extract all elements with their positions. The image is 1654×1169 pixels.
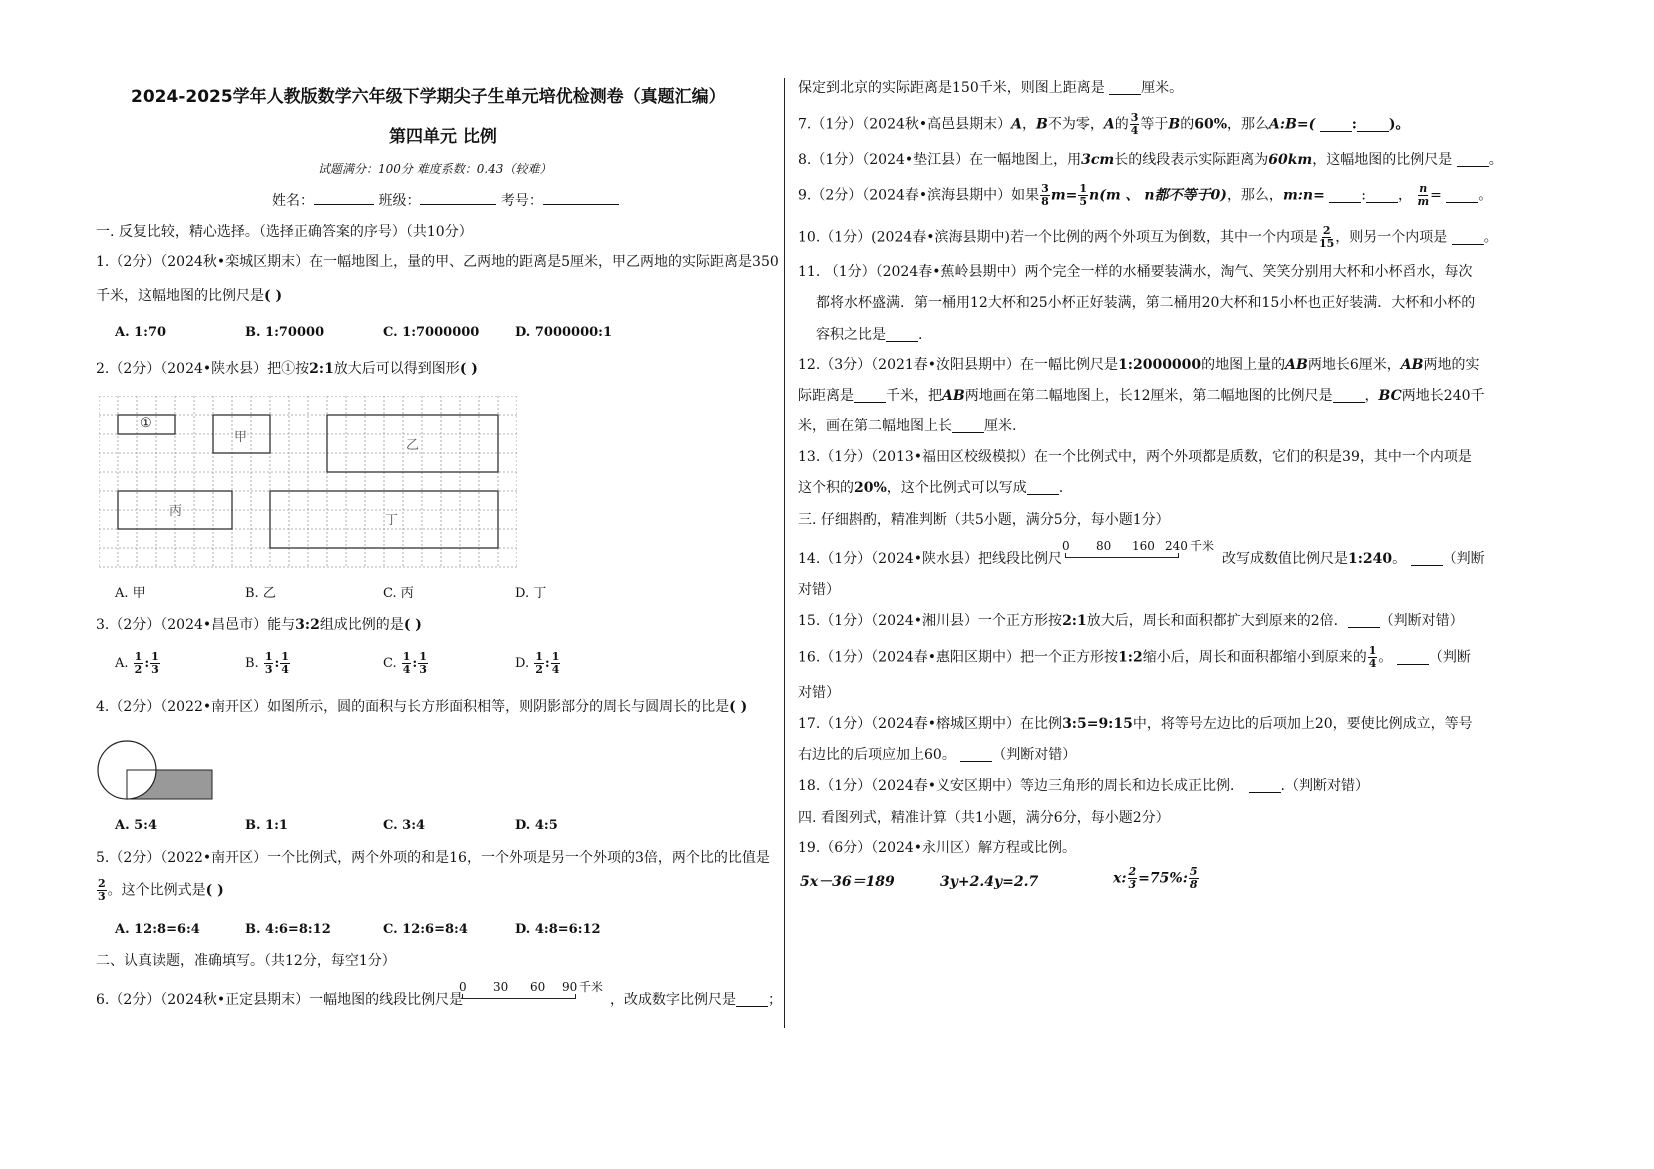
q4-option-a[interactable]: A. 5:4 [115,818,158,833]
q17-line2-text: 右边比的后项应加上60。 [798,747,956,763]
q3-d-label: D. [515,656,534,671]
q2-ratio: 2:1 [309,361,334,377]
q6-text: 6.（2分）（2024秋•正定县期末）一幅地图的线段比例尺是 [96,992,464,1008]
shape-yi-label: 乙 [406,438,420,453]
q8-t5: ，这幅地图的比例尺是 [1312,152,1453,168]
q19-eq3-x: x: [1113,870,1127,887]
q13-percent: 20% [854,480,887,496]
q12-l1a: 12.（3分）（2021春•汝阳县期中）在一幅比例尺是 [798,357,1119,373]
q17-ratio: 3:5=9:15 [1062,716,1133,732]
q9-m: m= [1050,187,1078,204]
q13-blank[interactable] [1027,480,1059,495]
q1-option-b[interactable]: B. 1:70000 [245,325,325,340]
q14-scale-line [1065,553,1179,558]
q8-t3: 长的线段表示实际距离为 [1114,152,1269,168]
q12-blank-1[interactable] [854,388,886,403]
q8-t6: 。 [1488,152,1503,168]
q9-t7: ， [1398,187,1412,204]
q1-line2 [96,286,282,306]
q3-answer-paren[interactable]: ( ) [403,617,422,633]
q14-t5: （判断 [1442,551,1485,567]
q3-a-label: A. [115,656,133,671]
q12-line3 [798,416,1016,436]
q16-t5: （判断 [1428,649,1471,666]
q3-ratio: 3:2 [295,617,320,633]
q17-stem [798,714,1473,734]
q14-tick-240: 240 [1165,539,1188,553]
student-info [272,190,619,211]
section-3-heading: 三. 仔细斟酌，精准判断（共5小题，满分5分，每小题1分） [798,512,1170,528]
q9-ratio: m:n= [1282,187,1325,204]
q12-l2e: ， [1364,388,1379,404]
q7-a: A [1011,116,1023,133]
q14-ratio: 1:240 [1348,551,1393,567]
q18-t2: .（判断对错） [1280,778,1369,794]
q3-option-c[interactable]: C. $\frac{1}{4}$ : $\frac{1}{3}$ [383,650,427,676]
name-label: 姓名： [272,193,314,209]
section-4-heading: 四. 看图列式，精准计算（共1小题，满分6分，每小题2分） [798,810,1170,826]
unit-title: 第四单元 比例 [389,127,497,147]
q7-t1: 7.（1分）（2024秋•高邑县期末） [798,116,1012,133]
q6-tick-unit: 千米 [579,980,604,994]
q16-t4: 。 [1378,649,1393,666]
shape-ding [270,491,498,548]
q11-line2: 都将水杯盛满．第一桶用12大杯和25小杯正好装满，第二桶用20大杯和15小杯也正好装满．大杯和小杯的 [816,295,1476,311]
q11-tail: . [918,327,923,343]
q6-text2: ，改成数字比例尺是 [610,992,736,1008]
q7-colon: : [1351,116,1357,133]
q14-blank[interactable] [1411,551,1443,566]
q12-l1e: 两地长6厘米， [1307,357,1401,373]
q4-stem [96,697,747,717]
q13-line2 [798,478,1063,498]
q12-ab3: AB [942,388,965,404]
q17-blank[interactable] [960,747,992,762]
q7-t10: 的 [1180,116,1195,133]
q16-ratio: 1:2 [1118,649,1143,666]
q9-stem [798,183,1492,208]
name-field[interactable] [314,190,374,205]
q2-text: 2.（2分）（2024•陕水县）把①按 [96,361,310,377]
q19-eq3-frac2: $\frac{5}{8}$ [1189,865,1198,891]
q7-ratio-close: )。 [1388,116,1410,133]
q9-t9: 。 [1478,187,1493,204]
q2-answer-paren[interactable]: ( ) [459,361,478,377]
q11-line3 [816,325,922,345]
q2-grid-svg [99,396,517,568]
q7-percent: 60% [1194,116,1228,133]
q9-eq: = [1430,187,1442,204]
q13-l2c: ，这个比例式可以写成 [886,480,1027,496]
q16-t3: 缩小后，周长和面积都缩小到原来的 [1142,649,1367,666]
q5-answer-paren[interactable]: ( ) [205,882,224,899]
q6-line2 [798,78,1183,98]
q2-stem [96,359,478,379]
q16-stem [798,645,1471,670]
q3-c-frac1: $\frac{1}{4}$ [402,650,411,676]
q10-blank[interactable] [1452,230,1484,245]
q3-option-d[interactable]: D. $\frac{1}{2}$ : $\frac{1}{4}$ [515,650,560,676]
q3-d-frac1: $\frac{1}{2}$ [535,650,543,676]
q7-t3: ， [1022,116,1037,133]
q3-c-frac2: $\frac{1}{3}$ [419,650,427,676]
q9-cond: n(m 、 n都不等于0) [1089,187,1227,204]
q3-stem [96,615,422,635]
q16-blank[interactable] [1397,650,1429,665]
q8-blank[interactable] [1457,152,1489,167]
q1-answer-paren[interactable]: ( ) [264,288,283,304]
q6-blank-2[interactable] [1109,80,1141,95]
q8-stem [798,150,1503,170]
q9-blank-2[interactable] [1366,188,1398,203]
q6-scale-line [462,994,576,999]
q6-line2-text: 保定到北京的实际距离是150千米，则图上距离是 [798,80,1105,96]
q4-option-c[interactable]: C. 3:4 [383,818,426,833]
q6-scale-bar [457,980,617,1008]
q19-eq3-frac1: $\frac{2}{3}$ [1128,865,1137,891]
q4-circle-figure [94,738,218,802]
q17-t1: 17.（1分）（2024春•榕城区期中）在比例 [798,716,1063,732]
q12-l3b: 厘米. [984,418,1017,434]
q12-l1g: 两地的实 [1423,357,1480,373]
q14-line2: 对错） [798,582,840,598]
q14-stem [798,549,1062,569]
q3-b-label: B. [245,656,263,671]
q3-text2: 组成比例的是 [319,617,404,633]
column-divider [784,78,785,1028]
q2-text2: 放大后可以得到图形 [333,361,460,377]
q15-t3: 放大后，周长和面积都扩大到原来的2倍． [1086,613,1348,629]
q7-blank-2[interactable] [1357,117,1389,132]
q15-t4: （判断对错） [1379,613,1464,629]
q1-option-d[interactable]: D. 7000000:1 [515,325,613,340]
q5-line2 [96,878,224,903]
q5-option-c[interactable]: C. 12:6=8:4 [383,922,468,937]
q5-text: 。这个比例式是 [107,882,206,899]
q3-option-a[interactable]: A. $\frac{1}{2}$ : $\frac{1}{3}$ [115,650,159,676]
q7-b: B [1036,116,1048,133]
q1-line1: 1.（2分）（2024秋•栾城区期末）在一幅地图上，量的甲、乙两地的距离是5厘米，甲乙两地的实际距离是350 [96,254,779,270]
q17-t4: （判断对错） [992,747,1077,763]
exam-label: 考号： [500,193,543,209]
q12-l3a: 米，画在第二幅地图上长 [798,418,952,434]
q9-blank-1[interactable] [1329,188,1361,203]
q14-tick-160: 160 [1132,539,1155,553]
q9-t1: 9.（2分）（2024春•滨海县期中）如果 [798,187,1040,204]
q14-tick-80: 80 [1096,539,1112,553]
q4-text: 4.（2分）（2022•南开区）如图所示，圆的面积与长方形面积相等，则阴影部分的周长与圆周长的比是 [96,699,730,715]
q19-eq3-mid: =75%: [1138,870,1188,887]
q4-option-b[interactable]: B. 1:1 [245,818,288,833]
q11-line1: 11. （1分）（2024春•蕉岭县期中）两个完全一样的水桶要装满水，淘气、笑笑分别用大杯和小杯舀水，每次 [798,264,1473,280]
q2-option-d[interactable]: D. 丁 [515,586,547,601]
q19-equation-1: 5x－36＝189 [800,874,895,890]
paper-title: 2024-2025学年人教版数学六年级下学期尖子生单元培优检测卷（真题汇编） [131,87,726,107]
q8-60km: 60km [1268,152,1313,168]
q10-t1: 10.（1分）(2024春•滨海县期中)若一个比例的两个外项互为倒数，其中一个内项是 [798,229,1318,246]
q12-line2 [798,386,1485,406]
q19-equation-2: 3y+2.4y=2.7 [940,874,1039,890]
q18-blank[interactable] [1249,778,1281,793]
q5-option-d[interactable]: D. 4:8=6:12 [515,922,601,937]
q4-answer-paren[interactable]: ( ) [729,699,748,715]
q12-l2b: 千米，把 [886,388,942,404]
q3-b-frac1: $\frac{1}{3}$ [264,650,273,676]
q9-frac3: $\frac{n}{m}$ [1417,182,1430,208]
q6-tick-30: 30 [493,980,509,994]
q12-l2d: 两地画在第二幅地图上，长12厘米，第二幅地图的比例尺是 [964,388,1333,404]
q3-a-frac1: $\frac{1}{2}$ [134,650,143,676]
exam-field[interactable] [543,190,619,205]
q11-text: 容积之比是 [816,327,886,343]
q3-option-b[interactable]: B. $\frac{1}{3}$ : $\frac{1}{4}$ [245,650,289,676]
shape-ding-label: 丁 [385,513,399,528]
shape-jia-label: 甲 [234,430,248,445]
q6-tick-60: 60 [530,980,546,994]
q12-scale: 1:2000000 [1118,357,1202,373]
q6-tail2: 厘米。 [1141,80,1184,96]
shape-bing-label: 丙 [169,504,183,519]
q14-scale-bar [1060,539,1230,567]
q3-a-frac2: $\frac{1}{3}$ [151,650,159,676]
shape-1-label: ① [140,416,152,431]
q5-option-a[interactable]: A. 12:8=6:4 [115,922,200,937]
q18-stem [798,776,1369,796]
q9-t4: ，那么， [1226,187,1283,204]
q9-frac1: $\frac{3}{8}$ [1041,182,1049,208]
q1-stem: 千米，这幅地图的比例尺是 [96,288,264,304]
q9-colon: : [1361,187,1366,204]
q14-t4: 。 [1392,551,1407,567]
q7-b2: B [1168,116,1181,133]
q8-3cm: 3cm [1081,152,1115,168]
section-2-heading: 二、认真读题，准确填写。（共12分，每空1分） [96,953,396,969]
q14-stem-2 [1222,549,1485,569]
q12-line1 [798,355,1480,375]
q12-l1c: 的地图上量的 [1201,357,1286,373]
q2-option-a[interactable]: A. 甲 [115,586,146,601]
q13-line1: 13.（1分）（2013•福田区校级模拟）在一个比例式中，两个外项都是质数，它们的积是39，其中一个内项是 [798,449,1472,465]
q7-t5: 不为零， [1047,116,1104,133]
q3-b-frac2: $\frac{1}{4}$ [281,650,289,676]
q2-grid-figure [99,396,517,568]
q6-stem [96,990,463,1010]
q10-frac: $\frac{2}{15}$ [1318,224,1335,250]
q7-t7: 的 [1114,116,1129,133]
q16-t1: 16.（1分）（2024春•惠阳区期中）把一个正方形按 [798,649,1119,666]
q7-blank-1[interactable] [1320,117,1352,132]
q13-l2d: . [1058,480,1064,496]
q17-line2 [798,745,1076,765]
q7-t12: ，那么 [1227,116,1270,133]
q12-blank-3[interactable] [952,418,984,433]
q9-frac2: $\frac{1}{5}$ [1079,182,1088,208]
q17-t3: 中，将等号左边比的后项加上20，要使比例成立，等号 [1132,716,1473,732]
q15-t1: 15.（1分）（2024•湘川县）一个正方形按 [798,613,1063,629]
q3-text: 3.（2分）（2024•昌邑市）能与 [96,617,296,633]
paper-meta: 试题满分：100分 难度系数：0.43（较难） [318,162,552,176]
q5-option-b[interactable]: B. 4:6=8:12 [245,922,331,937]
q6-stem-2 [610,990,782,1010]
class-field[interactable] [420,190,496,205]
q7-frac: $\frac{3}{4}$ [1130,111,1139,137]
q5-frac: $\frac{2}{3}$ [98,877,106,903]
q15-blank[interactable] [1348,613,1380,628]
q3-c-label: C. [383,656,401,671]
q14-tick-0: 0 [1062,539,1070,553]
q7-a2: A [1103,116,1115,133]
class-label: 班级： [378,193,421,209]
q12-l2a: 际距离是 [798,388,854,404]
q6-tick-0: 0 [459,980,467,994]
q2-option-c[interactable]: C. 丙 [383,586,414,601]
q12-ab: AB [1285,357,1308,373]
q19-equation-3 [1113,866,1200,891]
q19-stem: 19.（6分）（2024•永川区）解方程或比例。 [798,840,1077,856]
q14-t2: 改写成数值比例尺是 [1222,551,1348,567]
q6-tick-90: 90 [562,980,578,994]
q6-blank-1[interactable] [736,992,768,1007]
q1-option-c[interactable]: C. 1:7000000 [383,325,480,340]
q12-l2g: 两地长240千 [1401,388,1485,404]
q15-stem [798,611,1464,631]
q8-t1: 8.（1分）（2024•垫江县）在一幅地图上，用 [798,152,1082,168]
q2-option-b[interactable]: B. 乙 [245,586,276,601]
q14-tick-unit: 千米 [1190,539,1215,553]
section-1-heading: 一. 反复比较，精心选择。（选择正确答案的序号）（共10分） [96,224,473,240]
q11-blank[interactable] [886,327,918,342]
q12-ab2: AB [1400,357,1424,373]
q15-ratio: 2:1 [1062,613,1087,629]
q4-option-d[interactable]: D. 4:5 [515,818,558,833]
q1-option-a[interactable]: A. 1:70 [115,325,167,340]
q16-frac: $\frac{1}{4}$ [1368,644,1377,670]
q7-t8: 等于 [1140,116,1169,133]
q6-tail: ； [768,992,782,1008]
q12-bc: BC [1378,388,1402,404]
q5-line1: 5.（2分）（2022•南开区）一个比例式，两个外项的和是16，一个外项是另一个外项的3倍，两个比的比值是 [96,850,770,866]
q10-stem [798,225,1498,250]
q13-l2a: 这个积的 [798,480,854,496]
q14-t1: 14.（1分）（2024•陕水县）把线段比例尺 [798,551,1063,567]
q12-blank-2[interactable] [1333,388,1365,403]
q16-line2: 对错） [798,685,840,701]
q7-stem [798,112,1410,137]
q10-t3: 。 [1483,229,1498,246]
q7-ratio-open: A:B=( [1269,116,1316,133]
q10-t2: ，则另一个内项是 [1335,229,1448,246]
q18-t1: 18.（1分）（2024春•义安区期中）等边三角形的周长和边长成正比例． [798,778,1245,794]
q9-blank-3[interactable] [1446,188,1478,203]
q3-d-frac2: $\frac{1}{4}$ [551,650,560,676]
